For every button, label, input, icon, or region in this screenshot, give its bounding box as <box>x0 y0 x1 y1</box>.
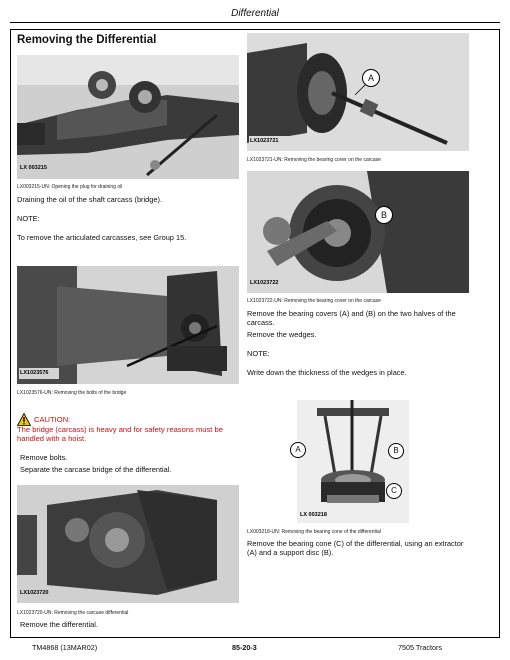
callout-b: B <box>375 206 393 224</box>
caution-text: The bridge (carcass) is heavy and for safety reasons must be handled with a hoist. <box>17 425 223 444</box>
note-label: NOTE: <box>247 349 270 358</box>
callout-a: A <box>362 69 380 87</box>
header-rule <box>10 22 500 23</box>
step-remove-bolts: Remove bolts. <box>20 453 68 462</box>
photo-bearing-cover-a <box>247 33 469 151</box>
figure-caption: LX1023722-UN: Removing the bearing cover on the carcase <box>247 298 381 304</box>
figure-caption: LX1023720-UN: Removing the carcase differential <box>17 610 129 616</box>
figure-caption: LX1023721-UN: Removing the bearing cover on the carcase <box>247 157 381 163</box>
left-border <box>10 29 11 637</box>
step-drain-oil: Draining the oil of the shaft carcass (bridge). <box>17 195 163 204</box>
note-text: To remove the articulated carcasses, see Group 15. <box>17 233 187 242</box>
photo-bearing-cone-extractor <box>297 400 409 523</box>
callout-c: C <box>386 483 402 499</box>
section-title: Removing the Differential <box>17 34 157 46</box>
footer-doc-id: TM4868 (13MAR02) <box>32 643 98 652</box>
step-remove-bearing-cone: Remove the bearing cone (C) of the differential, using an extractor (A) and a support disc (B). <box>247 539 464 558</box>
figure-id: LX1023720 <box>20 590 49 596</box>
step-remove-wedges: Remove the wedges. <box>247 330 317 339</box>
page-header-title: Differential <box>231 8 279 19</box>
note-label: NOTE: <box>17 214 40 223</box>
callout-a: A <box>290 442 306 458</box>
right-border <box>499 29 500 637</box>
figure-id: LX1023576 <box>20 370 49 376</box>
callout-b: B <box>388 443 404 459</box>
photo-carcase-differential <box>17 485 239 603</box>
note-text: Write down the thickness of the wedges in place. <box>247 368 407 377</box>
figure-caption: LX1023576-UN: Removing the bolts of the bridge <box>17 390 127 396</box>
figure-id: LX1023721 <box>250 138 279 144</box>
figure-id: LX1023722 <box>250 280 279 286</box>
step-remove-bearing-covers: Remove the bearing covers (A) and (B) on the two halves of the carcass. <box>247 309 456 328</box>
figure-id: LX 003215 <box>20 165 47 171</box>
footer-page-number: 85-20-3 <box>232 643 257 652</box>
photo-bridge-bolts <box>17 266 239 384</box>
step-remove-differential: Remove the differential. <box>20 620 98 629</box>
footer-product: 7505 Tractors <box>398 643 442 652</box>
step-separate-carcase: Separate the carcase bridge of the differential. <box>20 465 172 474</box>
figure-id: LX 003218 <box>300 512 327 518</box>
footer-rule <box>10 637 500 638</box>
caution-label: CAUTION: <box>34 415 71 424</box>
photo-oil-drain-plug <box>17 55 239 179</box>
header-rule-2 <box>10 29 500 30</box>
figure-caption: LX003215-UN: Opening the plug for draining oil <box>17 184 123 190</box>
photo-bearing-cover-b <box>247 171 469 293</box>
figure-caption: LX003218-UN: Removing the bearing cone of the differential <box>247 529 381 535</box>
